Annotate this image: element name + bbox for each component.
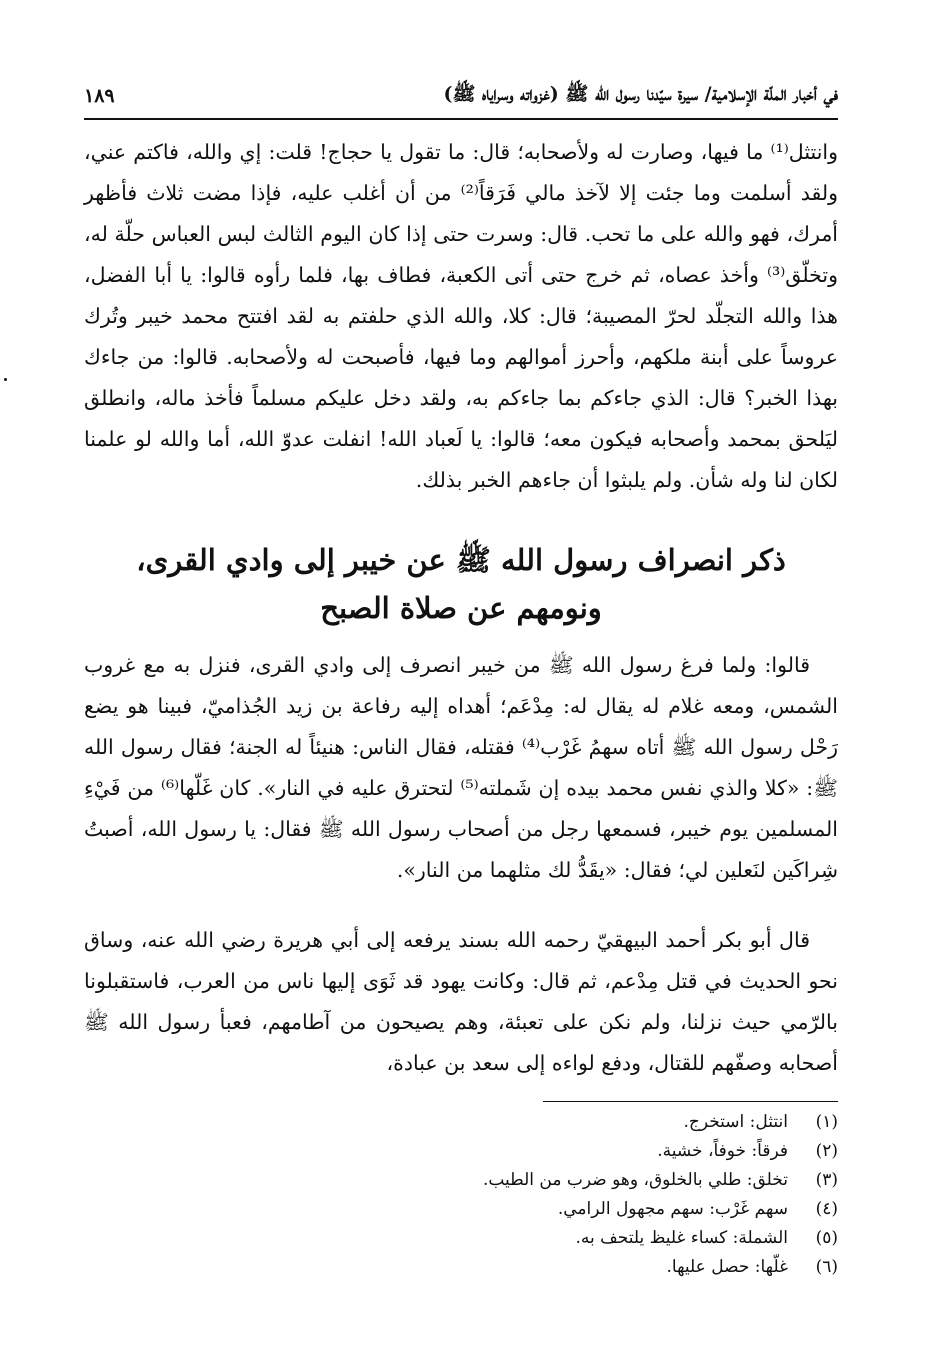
- footnote-4: [84, 1195, 838, 1224]
- page-number: ١٨٩: [84, 85, 115, 107]
- footnote-number: (٦): [815, 1257, 838, 1277]
- running-title: في أخبار الملّة الإسلامية/ سيرة سيّدنا رسول الله ﷺ (غزواته وسراياه ﷺ): [443, 83, 838, 105]
- footnote-5: [84, 1224, 838, 1253]
- section-heading-line-2: ونومهم عن صلاة الصبح: [320, 591, 602, 625]
- footnote-text: سهم غَرْب: سهم مجهول الرامي.: [557, 1199, 788, 1219]
- footnote-number: (٤): [815, 1199, 838, 1219]
- paragraph-1: وانتثل⁽¹⁾ ما فيها، وصارت له ولأصحابه؛ قال: ما تقول يا حجاج! قلت: إي والله، فاكتم عني، ولقد أسلمت وما جئت إلا لآخذ مالي فَرَقاً⁽²⁾ من أن أغلب عليه، فإذا مضت ثلاث فأظهر أمرك، فهو والله على ما تحب. قال: وسرت حتى إذا كان اليوم الثالث لبس العباس حلّة له، وتخلّق⁽³⁾ وأخذ عصاه، ثم خرج حتى أتى الكعبة، فطاف بها، فلما رأوه قالوا: يا أبا الفضل، هذا والله التجلّد لحرّ المصيبة؛ قال: كلا، والله الذي حلفتم به لقد افتتح محمد خيبر وتُرك عروساً على أبنة ملكهم، وأحرز أموالهم وما فيها، فأصبحت له ولأصحابه. قالوا: من جاءك بهذا الخبر؟ قال: الذي جاءكم بما جاءكم به، ولقد دخل عليكم مسلماً فأخذ ماله، وانطلق ليَلحق بمحمد وأصحابه فيكون معه؛ قالوا: يا لَعباد الله! انفلت عدوّ الله، أما والله لو علمنا لكان لنا وله شأن. ولم يلبثوا أن جاءهم الخبر بذلك.: [84, 140, 838, 492]
- footnote-text: تخلق: طلي بالخلوق، وهو ضرب من الطيب.: [482, 1170, 788, 1190]
- footnote-text: انتثل: استخرج.: [683, 1112, 788, 1132]
- footnote-number: (٣): [815, 1170, 838, 1190]
- footnote-text: غلّها: حصل عليها.: [666, 1257, 788, 1277]
- margin-mark: [4, 378, 7, 381]
- paragraph-2: قالوا: ولما فرغ رسول الله ﷺ من خيبر انصرف إلى وادي القرى، فنزل به مع غروب الشمس، ومعه غلام له يقال له: مِدْعَم؛ أهداه إليه رفاعة بن زيد الجُذاميّ، فبينا هو يضع رَحْل رسول الله ﷺ أتاه سهمُ غَرْب⁽⁴⁾ فقتله، فقال الناس: هنيئاً له الجنة؛ فقال رسول الله ﷺ: «كلا والذي نفس محمد بيده إن شَملته⁽⁵⁾ لتحترق عليه في النار». كان غَلّها⁽⁶⁾ من فَيْءِ المسلمين يوم خيبر، فسمعها رجل من أصحاب رسول الله ﷺ فقال: يا رسول الله، أصبتُ شِراكَين لنَعلين لي؛ فقال: «يقَدُّ لك مثلهما من النار».: [84, 653, 839, 882]
- section-heading-line-1: ذكر انصراف رسول الله ﷺ عن خيبر إلى وادي القرى،: [136, 543, 786, 577]
- footnote-1: [84, 1108, 838, 1137]
- footnote-2: [84, 1137, 838, 1166]
- footnotes: [84, 1108, 838, 1282]
- footnote-rule: [543, 1101, 838, 1102]
- running-header: [84, 76, 838, 116]
- footnote-text: فرقاً: خوفاً، خشية.: [657, 1141, 788, 1161]
- footnote-3: [84, 1166, 838, 1195]
- paragraph-3: قال أبو بكر أحمد البيهقيّ رحمه الله بسند يرفعه إلى أبي هريرة رضي الله عنه، وساق نحو الحديث في قتل مِدْعم، ثم قال: وكانت يهود قد ثَوَى إليها ناس من العرب، فاستقبلونا بالرّمي حيث نزلنا، ولم نكن على تعبئة، وهم يصيحون من آطامهم، فعبأ رسول الله ﷺ أصحابه وصفّهم للقتال، ودفع لواءه إلى سعد بن عبادة،: [84, 928, 838, 1075]
- footnote-text: الشملة: كساء غليظ يلتحف به.: [575, 1228, 788, 1248]
- footnote-number: (٢): [815, 1141, 838, 1161]
- header-rule: [84, 118, 838, 120]
- footnote-6: [84, 1253, 838, 1282]
- footnote-number: (٥): [815, 1228, 838, 1248]
- footnote-number: (١): [815, 1112, 838, 1132]
